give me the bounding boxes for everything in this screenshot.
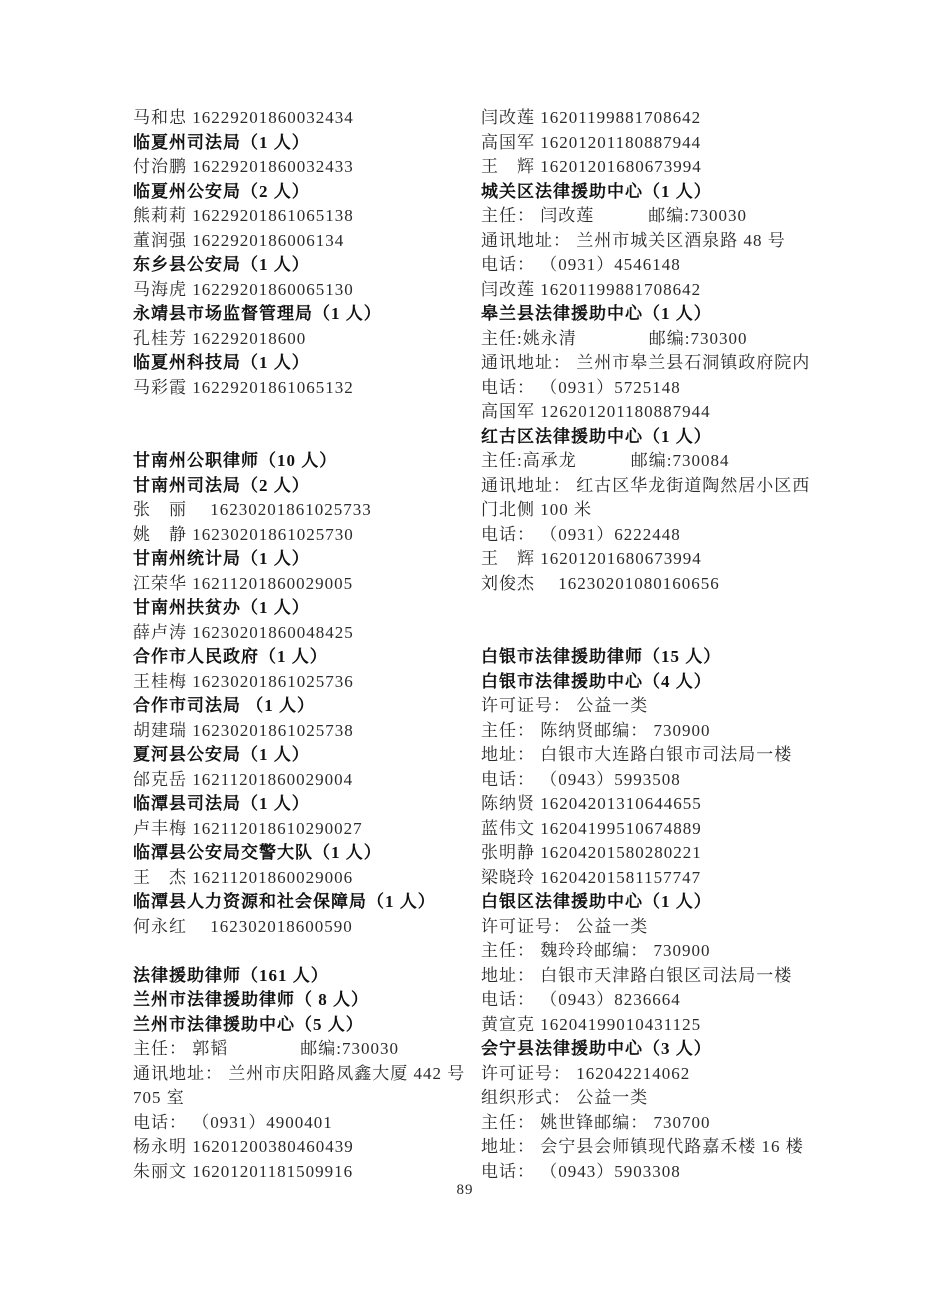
text-line: 朱丽文 16201201181509916: [133, 1161, 354, 1181]
heading-line: 东乡县公安局（1 人）: [133, 255, 310, 274]
text-line: 电话： （0943）5993508: [481, 769, 681, 789]
heading-line: 永靖县市场监督管理局（1 人）: [133, 304, 382, 323]
text-line: 门北侧 100 米: [481, 500, 592, 519]
heading-line: 甘南州扶贫办（1 人）: [133, 598, 310, 617]
text-line: 胡建瑞 16230201861025738: [133, 720, 354, 740]
text-line: 孔桂芳 162292018600: [133, 328, 307, 348]
text-line: 主任:高承龙 邮编:730084: [481, 451, 730, 470]
text-line: 张 丽 16230201861025733: [133, 500, 372, 519]
heading-line: 临潭县公安局交警大队（1 人）: [133, 843, 382, 862]
text-line: 地址： 会宁县会师镇现代路嘉禾楼 16 楼: [481, 1137, 804, 1156]
column-right: [481, 106, 856, 1184]
text-line: [133, 939, 478, 964]
text-line: [481, 596, 856, 621]
heading-line: 甘南州公职律师（10 人）: [133, 451, 338, 470]
text-line: 电话： （0931）4900401: [133, 1112, 333, 1132]
text-line: 通讯地址： 红古区华龙街道陶然居小区西: [481, 475, 811, 495]
heading-line: 会宁县法律援助中心（3 人）: [481, 1039, 712, 1058]
heading-line: 临潭县司法局（1 人）: [133, 794, 310, 813]
text-line: 电话： （0931）4546148: [481, 255, 681, 274]
heading-line: 白银市法律援助中心（4 人）: [481, 671, 712, 691]
text-line: 主任： 郭韬 邮编:730030: [133, 1039, 399, 1058]
heading-line: 皋兰县法律援助中心（1 人）: [481, 304, 712, 323]
heading-line: 法律援助律师（161 人）: [133, 965, 329, 985]
text-line: 陈纳贤 16204201310644655: [481, 794, 702, 813]
text-line: 蓝伟文 16204199510674889: [481, 818, 702, 838]
text-line: 董润强 1622920186006134: [133, 230, 345, 250]
text-line: 薛卢涛 16230201860048425: [133, 622, 354, 642]
text-line: 电话： （0943）8236664: [481, 990, 681, 1009]
text-line: 王 辉 16201201680673994: [481, 157, 702, 176]
heading-line: 兰州市法律援助中心（5 人）: [133, 1014, 364, 1034]
text-line: 王 杰 16211201860029006: [133, 867, 354, 887]
text-line: 刘俊杰 16230201080160656: [481, 573, 720, 593]
text-line: 组织形式： 公益一类: [481, 1088, 649, 1107]
text-line: 电话： （0931）6222448: [481, 524, 681, 544]
text-line: 通讯地址： 兰州市皋兰县石洞镇政府院内: [481, 353, 811, 372]
text-line: 705 室: [133, 1088, 185, 1107]
text-line: 主任： 闫改莲 邮编:730030: [481, 206, 747, 225]
text-line: 主任:姚永清 邮编:730300: [481, 328, 748, 348]
text-line: [133, 400, 478, 425]
heading-line: 合作市人民政府（1 人）: [133, 647, 328, 666]
heading-line: 兰州市法律援助律师（ 8 人）: [133, 990, 369, 1009]
heading-line: 红古区法律援助中心（1 人）: [481, 426, 712, 446]
text-line: 通讯地址： 兰州市城关区酒泉路 48 号: [481, 230, 786, 250]
text-line: [133, 425, 478, 450]
text-line: 许可证号： 162042214062: [481, 1063, 691, 1083]
heading-line: 城关区法律援助中心（1 人）: [481, 181, 712, 201]
text-line: 王桂梅 16230201861025736: [133, 671, 354, 691]
text-line: 地址： 白银市大连路白银市司法局一楼: [481, 745, 793, 764]
text-line: 高国军 126201201180887944: [481, 402, 711, 421]
heading-line: 临潭县人力资源和社会保障局（1 人）: [133, 892, 436, 911]
text-line: 地址： 白银市天津路白银区司法局一楼: [481, 965, 793, 985]
page-number: 89: [456, 1182, 474, 1198]
heading-line: 临夏州公安局（2 人）: [133, 181, 310, 201]
text-line: 马和忠 16229201860032434: [133, 108, 354, 127]
heading-line: 临夏州司法局（1 人）: [133, 132, 310, 152]
text-line: 通讯地址： 兰州市庆阳路凤鑫大厦 442 号: [133, 1063, 466, 1083]
text-line: 邰克岳 16211201860029004: [133, 769, 354, 789]
text-line: 熊莉莉 16229201861065138: [133, 206, 354, 225]
text-line: 闫改莲 16201199881708642: [481, 279, 702, 299]
text-line: 电话： （0943）5903308: [481, 1161, 681, 1181]
text-line: 许可证号： 公益一类: [481, 696, 649, 715]
heading-line: 合作市司法局 （1 人）: [133, 696, 315, 715]
text-line: 张明静 16204201580280221: [481, 843, 702, 862]
heading-line: 夏河县公安局（1 人）: [133, 745, 310, 764]
text-line: 杨永明 16201200380460439: [133, 1137, 354, 1156]
text-line: 付治鹏 16229201860032433: [133, 157, 354, 176]
text-line: 梁晓玲 16204201581157747: [481, 867, 702, 887]
heading-line: 白银区法律援助中心（1 人）: [481, 892, 712, 911]
text-line: 马彩霞 16229201861065132: [133, 377, 354, 397]
text-line: 主任： 魏玲玲邮编： 730900: [481, 941, 711, 960]
text-line: 高国军 16201201180887944: [481, 132, 702, 152]
text-line: 闫改莲 16201199881708642: [481, 108, 702, 127]
text-line: 何永红 162302018600590: [133, 916, 353, 936]
text-line: 电话： （0931）5725148: [481, 377, 681, 397]
text-line: 许可证号： 公益一类: [481, 916, 649, 936]
heading-line: 白银市法律援助律师（15 人）: [481, 647, 722, 666]
text-line: 主任： 姚世锋邮编： 730700: [481, 1112, 711, 1132]
heading-line: 甘南州司法局（2 人）: [133, 475, 310, 495]
text-line: 卢丰梅 162112018610290027: [133, 818, 363, 838]
text-line: [481, 621, 856, 646]
heading-line: 甘南州统计局（1 人）: [133, 549, 310, 568]
text-line: 主任： 陈纳贤邮编： 730900: [481, 720, 711, 740]
text-line: 江荣华 16211201860029005: [133, 573, 354, 593]
text-line: 姚 静 16230201861025730: [133, 524, 354, 544]
column-left: [133, 106, 478, 1184]
heading-line: 临夏州科技局（1 人）: [133, 353, 310, 372]
text-line: 马海虎 16229201860065130: [133, 279, 354, 299]
text-line: 王 辉 16201201680673994: [481, 549, 702, 568]
text-line: 黄宣克 16204199010431125: [481, 1014, 702, 1034]
